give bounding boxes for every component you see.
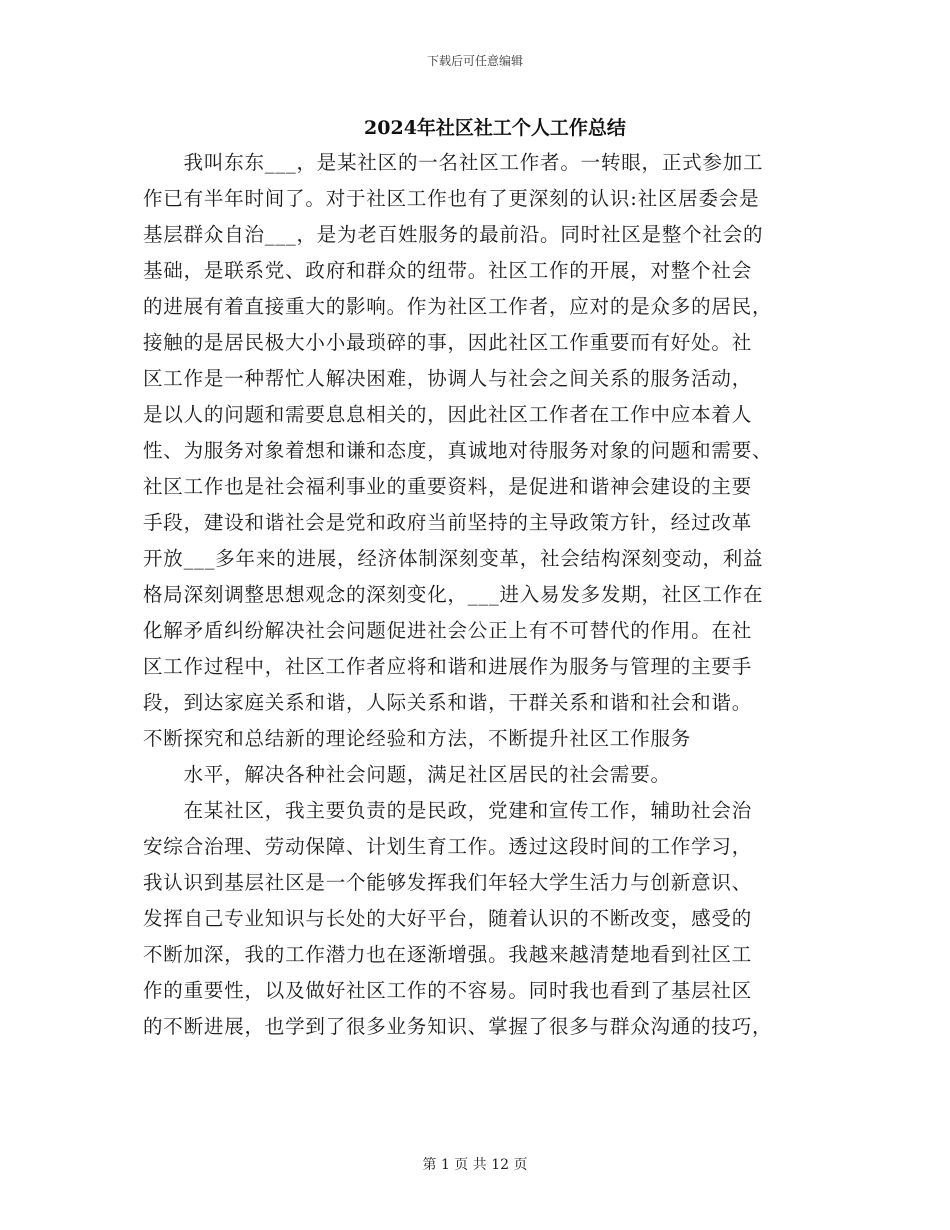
body-line: 作的重要性，以及做好社区工作的不容易。同时我也看到了基层社区 — [143, 979, 753, 1002]
body-line: 手段，建设和谐社会是党和政府当前坚持的主导政策方针，经过改革 — [143, 511, 753, 534]
body-line: 区工作过程中，社区工作者应将和谐和进展作为服务与管理的主要手 — [143, 655, 753, 678]
document-title: 2024年社区社工个人工作总结 — [364, 117, 626, 139]
body-line: 的进展有着直接重大的影响。作为社区工作者，应对的是众多的居民， — [143, 295, 773, 318]
body-line: 作已有半年时间了。对于社区工作也有了更深刻的认识:社区居委会是 — [143, 187, 760, 210]
body-line: 性、为服务对象着想和谦和态度，真诚地对待服务对象的问题和需要、 — [143, 439, 773, 462]
body-line: 格局深刻调整思想观念的深刻变化，___进入易发多发期，社区工作在 — [143, 583, 764, 606]
body-line: 的不断进展，也学到了很多业务知识、掌握了很多与群众沟通的技巧， — [143, 1015, 773, 1038]
body-line: 基层群众自治___，是为老百姓服务的最前沿。同时社区是整个社会的 — [143, 223, 764, 246]
body-line: 化解矛盾纠纷解决社会问题促进社会公正上有不可替代的作用。在社 — [143, 619, 753, 642]
body-line: 区工作是一种帮忙人解决困难，协调人与社会之间关系的服务活动， — [143, 367, 753, 390]
body-line: 接触的是居民极大小小最琐碎的事，因此社区工作重要而有好处。社 — [143, 331, 753, 354]
body-line: 我认识到基层社区是一个能够发挥我们年轻大学生活力与创新意识、 — [143, 871, 753, 894]
body-line: 开放___多年来的进展，经济体制深刻变革，社会结构深刻变动，利益 — [143, 547, 764, 570]
body-line: 我叫东东___，是某社区的一名社区工作者。一转眼，正式参加工 — [143, 151, 764, 174]
body-line: 是以人的问题和需要息息相关的，因此社区工作者在工作中应本着人 — [143, 403, 753, 426]
body-line: 发挥自己专业知识与长处的大好平台，随着认识的不断改变，感受的 — [143, 907, 753, 930]
page-header-note: 下载后可任意编辑 — [426, 54, 523, 68]
page-number: 第 1 页 共 12 页 — [422, 1157, 528, 1173]
body-line: 在某社区，我主要负责的是民政，党建和宣传工作，辅助社会治 — [143, 799, 753, 822]
body-line: 安综合治理、劳动保障、计划生育工作。透过这段时间的工作学习， — [143, 835, 753, 858]
body-line: 不断加深，我的工作潜力也在逐渐增强。我越来越清楚地看到社区工 — [143, 943, 753, 966]
body-line: 段，到达家庭关系和谐，人际关系和谐，干群关系和谐和社会和谐。 — [143, 691, 753, 714]
body-line: 水平，解决各种社会问题，满足社区居民的社会需要。 — [143, 763, 671, 786]
body-line: 社区工作也是社会福利事业的重要资料，是促进和谐神会建设的主要 — [143, 475, 753, 498]
body-line: 不断探究和总结新的理论经验和方法，不断提升社区工作服务 — [143, 727, 692, 750]
body-line: 基础，是联系党、政府和群众的纽带。社区工作的开展，对整个社会 — [143, 259, 753, 282]
